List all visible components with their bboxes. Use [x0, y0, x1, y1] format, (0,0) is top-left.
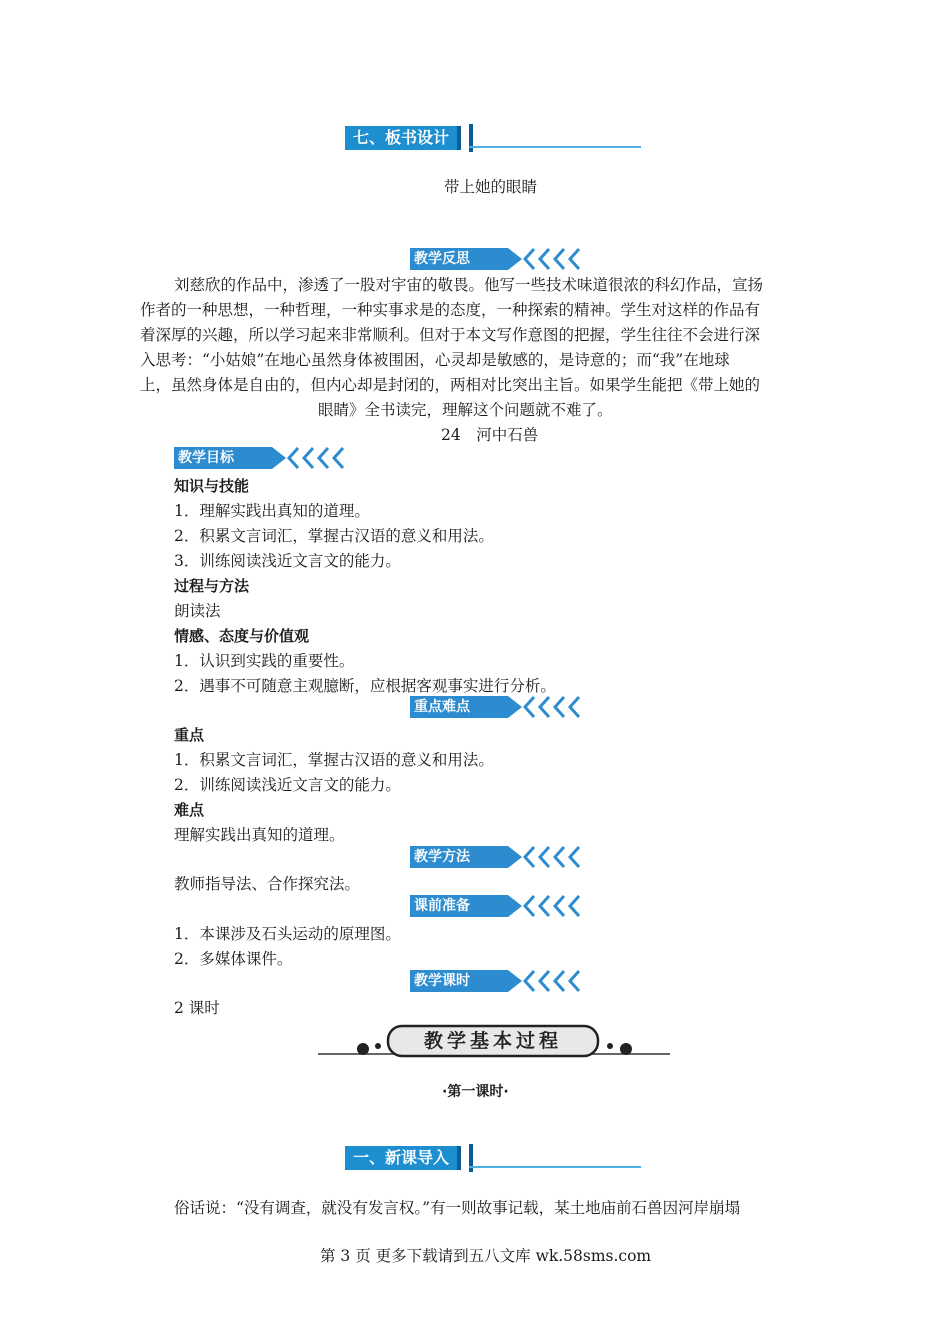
chevrons-icon [522, 845, 582, 869]
hours-text: 2 课时 [174, 999, 220, 1017]
banner-label: 一、新课导入 [345, 1146, 461, 1170]
ornament-icon: · [503, 1084, 509, 1100]
tag-key-points [410, 696, 580, 718]
tag-methods [410, 846, 580, 868]
tag-arrow [508, 970, 522, 992]
chevrons-icon [522, 894, 582, 918]
key-item: 2．训练阅读浅近文言文的能力。 [174, 776, 401, 794]
tag-label: 教学目标 [174, 447, 272, 469]
board-title: 带上她的眼睛 [444, 178, 538, 196]
knowledge-item: 2．积累文言词汇，掌握古汉语的意义和用法。 [174, 527, 494, 545]
knowledge-item: 1．理解实践出真知的道理。 [174, 502, 370, 520]
tag-arrow [508, 248, 522, 270]
banner-line [469, 1166, 641, 1168]
process-text: 朗读法 [174, 602, 221, 620]
key-heading: 重点 [174, 726, 205, 744]
process-banner [318, 1022, 670, 1060]
first-period-label: 第一课时 [447, 1084, 504, 1100]
banner-label: 七、板书设计 [345, 126, 461, 150]
tag-arrow [508, 895, 522, 917]
chevrons-icon [522, 247, 582, 271]
ornament-icon: · [442, 1084, 448, 1100]
emotion-heading: 情感、态度与价值观 [174, 627, 310, 645]
tag-label: 教学反思 [410, 248, 508, 270]
prep-item: 1．本课涉及石头运动的原理图。 [174, 925, 401, 943]
tag-label: 教学课时 [410, 970, 508, 992]
emotion-item: 2．遇事不可随意主观臆断，应根据客观事实进行分析。 [174, 677, 556, 695]
chevrons-icon [286, 446, 346, 470]
prep-item: 2．多媒体课件。 [174, 950, 293, 968]
methods-text: 教师指导法、合作探究法。 [174, 875, 361, 893]
tag-arrow [508, 846, 522, 868]
tag-label: 重点难点 [410, 696, 508, 718]
process-heading: 过程与方法 [174, 577, 250, 595]
reflection-line: 刘慈欣的作品中，渗透了一股对宇宙的敬畏。他写一些技术味道很浓的科幻作品，宣扬 [174, 276, 764, 294]
section-banner-intro [345, 1146, 645, 1176]
tag-goals [174, 447, 344, 469]
tag-label: 课前准备 [410, 895, 508, 917]
reflection-line: 上，虽然身体是自由的，但内心却是封闭的，两相对比突出主旨。如果学生能把《带上她的 [140, 376, 761, 394]
page-footer: 第 3 页 更多下载请到五八文库 wk.58sms.com [320, 1247, 652, 1265]
tag-arrow [272, 447, 286, 469]
difficulty-text: 理解实践出真知的道理。 [174, 826, 345, 844]
emotion-item: 1．认识到实践的重要性。 [174, 652, 355, 670]
reflection-line: 着深厚的兴趣，所以学习起来非常顺利。但对于本文写作意图的把握，学生往往不会进行深 [140, 326, 761, 344]
tag-label: 教学方法 [410, 846, 508, 868]
tag-hours [410, 970, 580, 992]
tag-arrow [508, 696, 522, 718]
first-period [442, 1082, 509, 1102]
difficulty-heading: 难点 [174, 801, 205, 819]
process-banner-label: 教学基本过程 [423, 1030, 562, 1052]
reflection-line: 作者的一种思想，一种哲理，一种实事求是的态度，一种探索的精神。学生对这样的作品有 [140, 301, 761, 319]
knowledge-heading: 知识与技能 [174, 477, 250, 495]
chevrons-icon [522, 969, 582, 993]
section-banner-board-design [345, 126, 645, 156]
tag-reflection [410, 248, 580, 270]
knowledge-item: 3．训练阅读浅近文言文的能力。 [174, 552, 401, 570]
intro-text: 俗话说：“没有调查，就没有发言权。”有一则故事记载，某土地庙前石兽因河岸崩塌 [174, 1199, 741, 1217]
reflection-line: 眼睛》全书读完，理解这个问题就不难了。 [318, 401, 613, 419]
banner-line [469, 146, 641, 148]
chevrons-icon [522, 695, 582, 719]
lesson-title: 24 河中石兽 [441, 426, 539, 444]
key-item: 1．积累文言词汇，掌握古汉语的意义和用法。 [174, 751, 494, 769]
reflection-line: 入思考：“小姑娘”在地心虽然身体被围困，心灵却是敏感的，是诗意的；而“我”在地球 [140, 351, 730, 369]
tag-prep [410, 895, 580, 917]
